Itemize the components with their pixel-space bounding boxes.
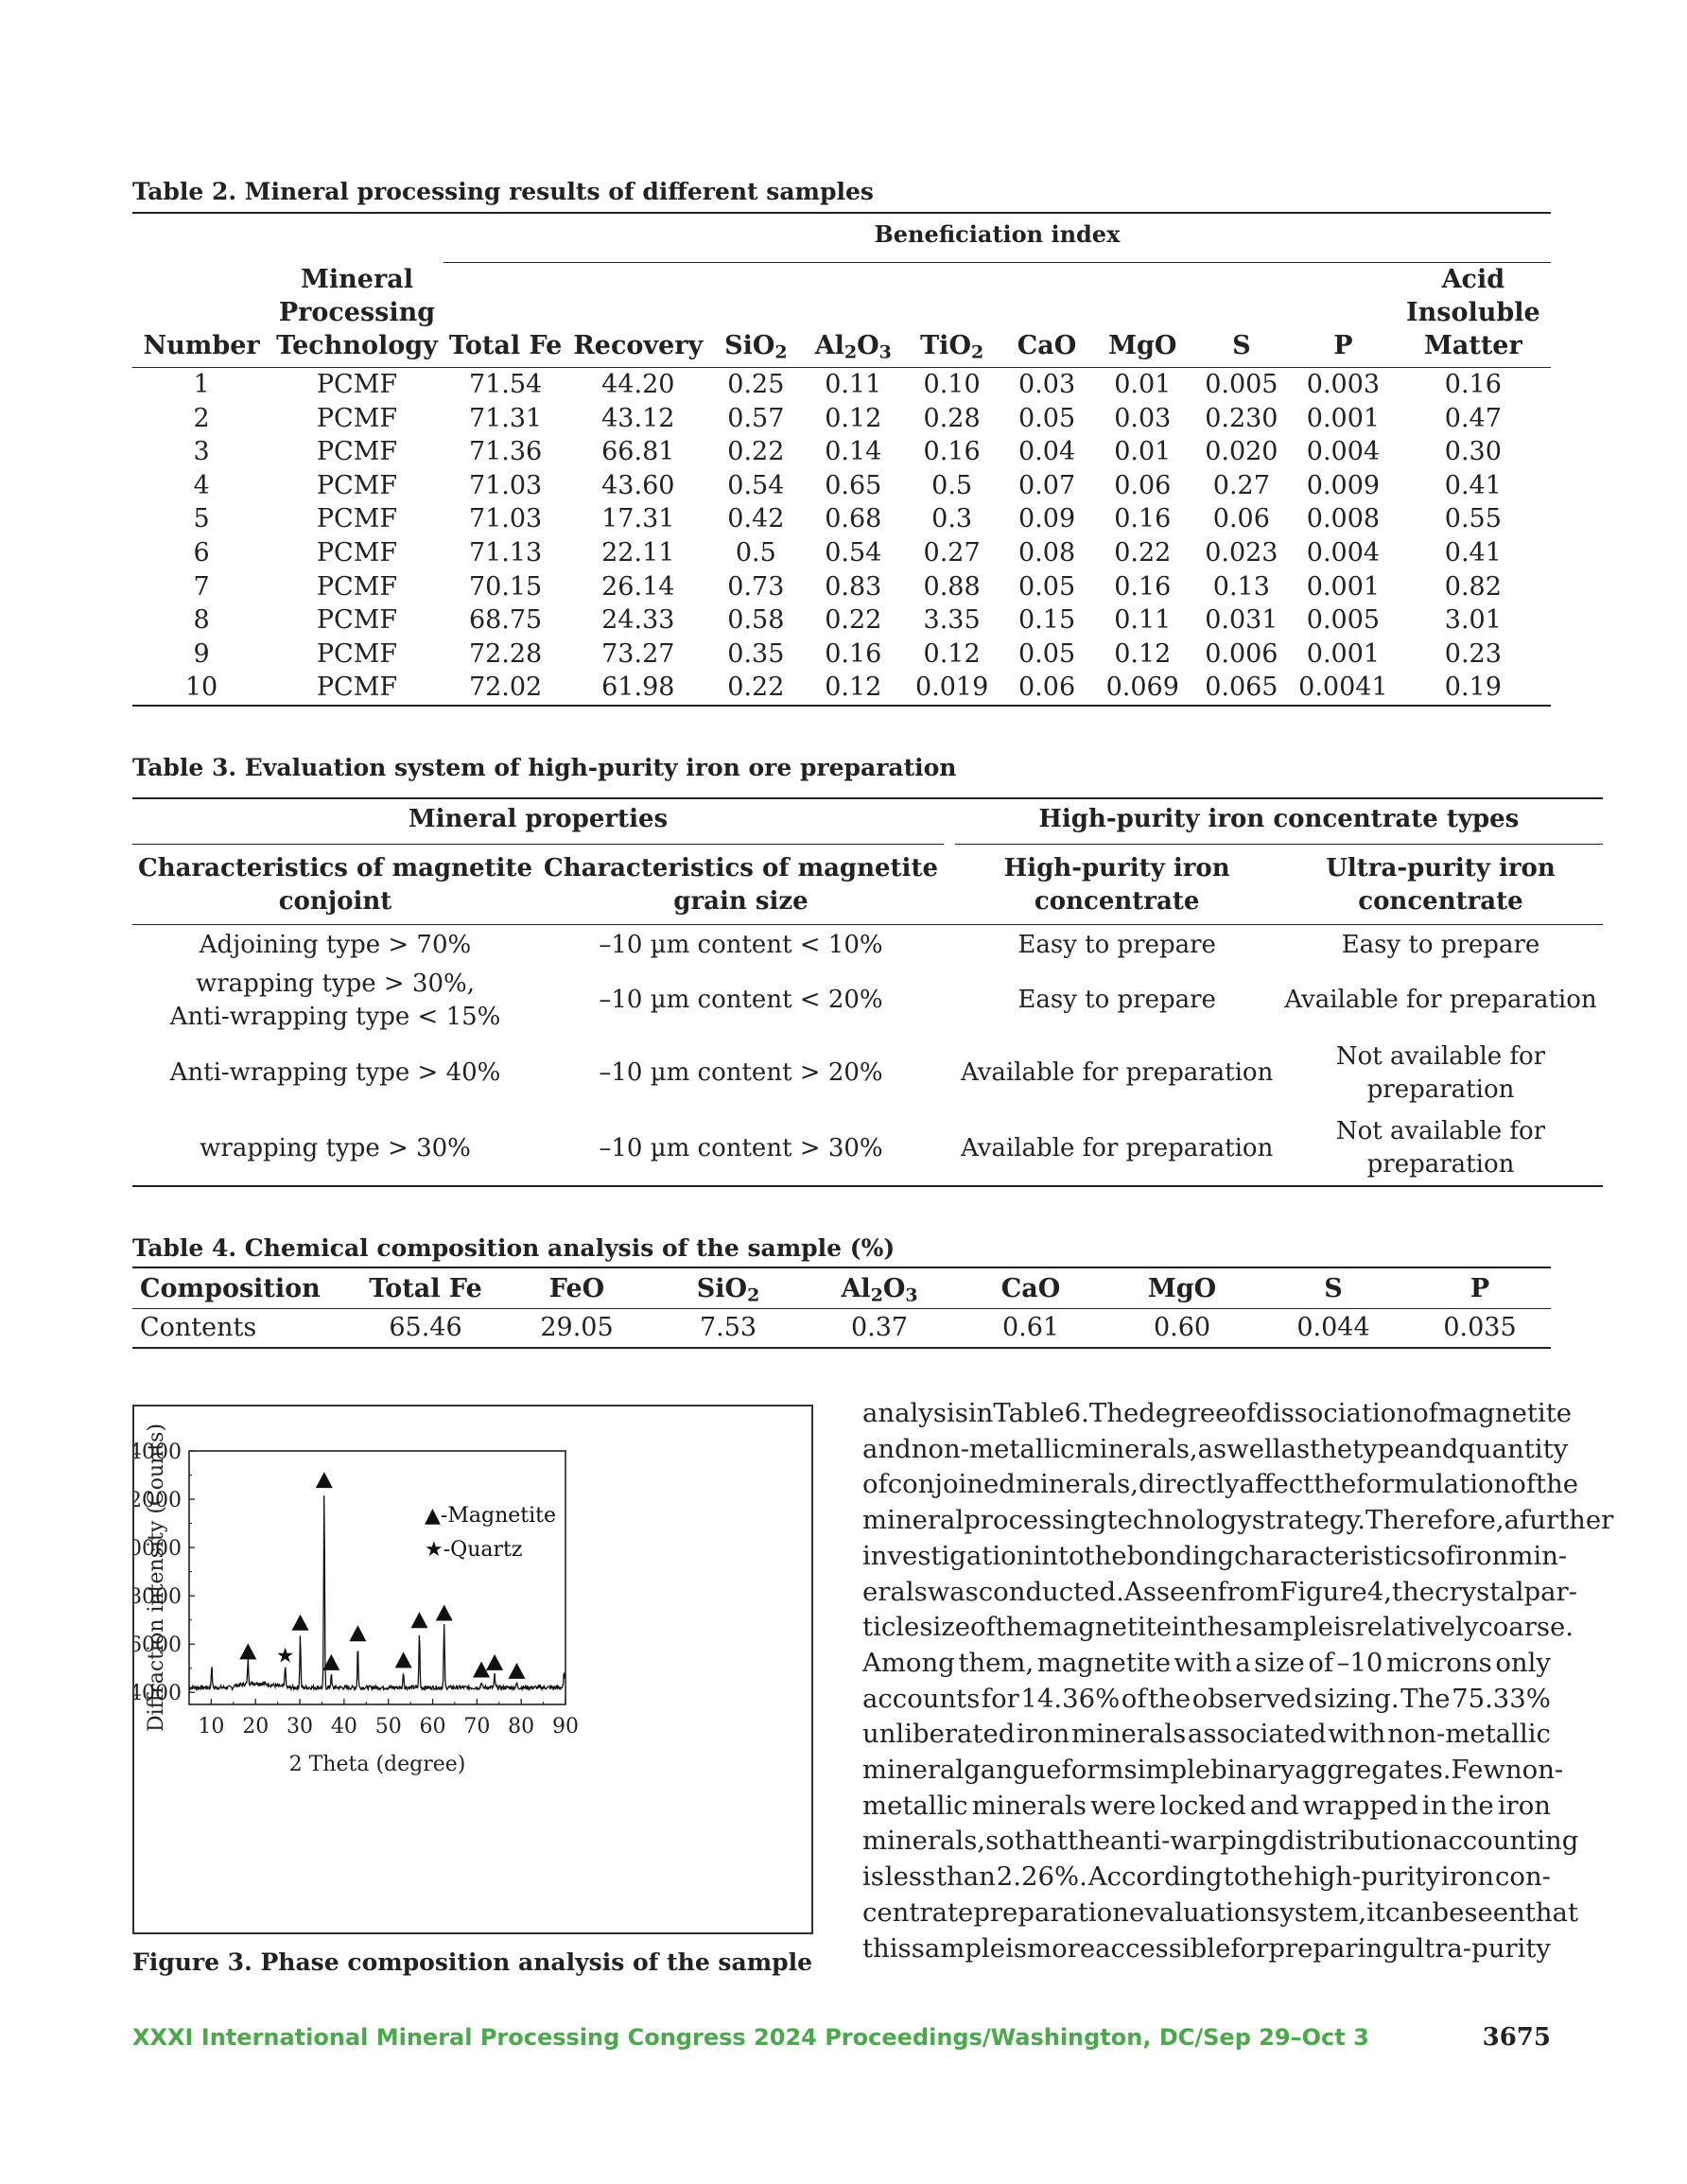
table-cell: 0.28 <box>923 403 981 433</box>
table-row <box>132 1035 1603 1112</box>
table-cell: 0.22 <box>727 437 785 467</box>
table-cell: 0.68 <box>825 504 882 534</box>
table4 <box>132 1267 1551 1349</box>
x-axis-label: 2 Theta (degree) <box>288 1753 466 1776</box>
t3-group-right: High-purity iron concentrate types <box>1038 805 1520 833</box>
table-cell: 0.55 <box>1444 504 1502 534</box>
x-tick-label: 10 <box>198 1715 225 1738</box>
table-row <box>132 638 1551 672</box>
table-cell: 0.10 <box>923 370 981 399</box>
text-line: this sample is more accessible for preparing ultra-purity <box>862 1932 1551 1964</box>
t2-header-tio2: TiO$_2$ <box>920 331 984 363</box>
t3-header-conjoint: Characteristics of magnetite conjoint <box>132 845 538 925</box>
t4-header-p: P <box>1470 1274 1490 1303</box>
text-line: minerals, so that the anti-warping distribution accounting <box>862 1826 1579 1857</box>
magnetite-marker <box>436 1605 453 1621</box>
table-cell: 8 <box>193 605 210 636</box>
y-tick-label: 0000 <box>134 1537 182 1562</box>
table-cell: 0.42 <box>727 504 785 534</box>
t2-header-sio2: SiO$_2$ <box>724 331 788 363</box>
t4-header-total-fe: Total Fe <box>369 1274 482 1303</box>
table-cell: 0.19 <box>1444 673 1502 703</box>
table-cell: PCMF <box>316 673 398 703</box>
table-cell: 68.75 <box>468 605 543 636</box>
table-cell: 0.22 <box>825 605 882 636</box>
t3-header-ultra-purity: Ultra-purity iron concentrate <box>1278 845 1602 925</box>
table-cell: 4 <box>193 470 210 500</box>
table-cell: 0.35 <box>727 638 785 669</box>
magnetite-marker <box>395 1651 412 1668</box>
t2-group-header: Beneficiation index <box>443 213 1551 263</box>
t3-group-left: Mineral properties <box>408 805 669 833</box>
table-row <box>132 570 1551 604</box>
table-cell: 0.005 <box>1306 605 1381 636</box>
table-cell: 0.001 <box>1306 403 1381 433</box>
t2-header-al2o3: $Al_2O_3$ <box>814 331 892 363</box>
table-cell: 1 <box>193 370 210 399</box>
y-tick-label: 6000 <box>134 1634 182 1658</box>
text-line: is less than 2.26%. According to the high-purity iron con- <box>862 1861 1551 1893</box>
table-cell: 0.06 <box>1018 673 1076 703</box>
table-cell: 0.07 <box>1018 470 1076 500</box>
table-cell: 0.004 <box>1306 537 1381 568</box>
table-row <box>132 1112 1603 1186</box>
x-tick-label: 20 <box>242 1715 270 1738</box>
t2-header-tech: Mineral Processing Technology <box>276 265 438 360</box>
t4-header-composition: Composition <box>140 1274 321 1303</box>
table-cell: 0.069 <box>1105 673 1179 703</box>
table-row <box>132 671 1551 706</box>
table-cell: 0.020 <box>1205 437 1278 467</box>
t3-header-high-purity: High-purity iron concentrate <box>955 845 1278 925</box>
table2-caption: Table 2. Mineral processing results of different samples <box>132 178 874 205</box>
table-cell: 0.27 <box>923 537 981 568</box>
table-cell: Not available for preparation <box>1335 1117 1546 1179</box>
table-row <box>132 502 1551 536</box>
table-cell: 0.57 <box>727 403 785 433</box>
table-cell: 0.25 <box>727 370 785 399</box>
t4-header-al2o3: $Al_2O_3$ <box>841 1274 918 1306</box>
table-cell: 0.230 <box>1205 403 1278 433</box>
table-cell: 0.15 <box>1018 605 1076 636</box>
table-cell: 0.54 <box>825 537 882 568</box>
page-number: 3675 <box>1482 2023 1551 2052</box>
t4-cell: 0.035 <box>1443 1313 1517 1342</box>
x-tick-label: 80 <box>508 1715 535 1738</box>
table-cell: 0.58 <box>727 605 785 636</box>
table-cell: Available for preparation <box>961 1133 1274 1162</box>
table-cell: 0.82 <box>1444 571 1502 602</box>
t4-cell: 0.61 <box>1001 1313 1060 1342</box>
table-cell: 0.12 <box>923 638 981 669</box>
t2-header-p: P <box>1333 331 1353 360</box>
table-cell: 71.13 <box>468 537 543 568</box>
legend-quartz: ★-Quartz <box>425 1538 523 1562</box>
table3 <box>132 797 1597 1187</box>
table-cell: 0.008 <box>1306 504 1381 534</box>
t2-header-recovery: Recovery <box>573 331 704 360</box>
t4-header-cao: CaO <box>1000 1274 1061 1303</box>
t3-header-grain-size: Characteristics of magnetite grain size <box>538 845 944 925</box>
magnetite-marker <box>508 1663 525 1679</box>
magnetite-marker <box>486 1654 503 1670</box>
table-cell: 17.31 <box>601 504 675 534</box>
table-cell: 0.12 <box>1114 638 1172 669</box>
t4-row-label: Contents <box>140 1313 257 1342</box>
table-cell: 0.16 <box>1114 504 1172 534</box>
figure3-frame <box>132 1405 813 1934</box>
t4-cell: 0.37 <box>850 1313 909 1342</box>
table-cell: PCMF <box>316 638 398 669</box>
table-cell: 5 <box>193 504 210 534</box>
table-cell: Easy to prepare <box>1017 931 1216 960</box>
table-cell: –10 µm content < 10% <box>599 931 883 960</box>
table-cell: 43.12 <box>601 403 675 433</box>
table-cell: 0.05 <box>1018 403 1076 433</box>
table-cell: Available for preparation <box>961 1058 1274 1087</box>
table-cell: 2 <box>193 403 210 433</box>
table-cell: 0.83 <box>825 571 882 602</box>
table-cell: 71.03 <box>468 504 543 534</box>
t4-cell: 0.60 <box>1153 1313 1211 1342</box>
table-cell: 61.98 <box>601 673 675 703</box>
table-cell: 0.41 <box>1444 470 1502 500</box>
t4-cell: 29.05 <box>540 1313 614 1342</box>
x-tick-label: 30 <box>287 1715 314 1738</box>
table-cell: 0.04 <box>1018 437 1076 467</box>
t2-header-cao: CaO <box>1017 331 1077 360</box>
y-tick-label: 2000 <box>134 1489 182 1513</box>
magnetite-marker <box>349 1625 366 1641</box>
table-cell: 0.01 <box>1114 370 1172 399</box>
table-cell: 71.03 <box>468 470 543 500</box>
table-cell: 0.73 <box>727 571 785 602</box>
table-cell: 73.27 <box>601 638 675 669</box>
table-cell: 26.14 <box>601 571 675 602</box>
t2-header-number: Number <box>143 331 260 360</box>
table-cell: 0.13 <box>1212 571 1270 602</box>
table-cell: 0.03 <box>1114 403 1172 433</box>
table-cell: Anti-wrapping type > 40% <box>169 1058 501 1087</box>
table-cell: 71.36 <box>468 437 543 467</box>
table-cell: 0.006 <box>1205 638 1278 669</box>
text-line: investigation into the bonding characteristics of iron min- <box>862 1540 1568 1571</box>
table-row <box>132 967 1603 1035</box>
table-cell: PCMF <box>316 571 398 602</box>
table-cell: 0.06 <box>1212 504 1270 534</box>
table-cell: Not available for preparation <box>1335 1041 1546 1104</box>
table-cell: 66.81 <box>601 437 675 467</box>
table-cell: PCMF <box>316 470 398 500</box>
table-cell: 0.09 <box>1018 504 1076 534</box>
table-cell: 0.031 <box>1205 605 1278 636</box>
table-cell: 43.60 <box>601 470 675 500</box>
table4-caption: Table 4. Chemical composition analysis of the sample (%) <box>132 1234 896 1262</box>
t4-header-mgo: MgO <box>1147 1274 1217 1303</box>
table-cell: 10 <box>184 673 218 703</box>
magnetite-marker <box>410 1612 427 1628</box>
legend-magnetite: ▲-Magnetite <box>425 1504 557 1528</box>
table-row <box>132 603 1551 638</box>
table-cell: 0.019 <box>914 673 989 703</box>
table-cell: wrapping type > 30%, Anti-wrapping type < 15% <box>169 969 501 1031</box>
table-cell: 0.01 <box>1114 437 1172 467</box>
table-row <box>132 536 1551 570</box>
table-row <box>132 925 1603 967</box>
table-cell: 0.11 <box>825 370 882 399</box>
text-line: Among them, magnetite with a size of –10 microns only <box>862 1647 1551 1678</box>
table-cell: 6 <box>193 537 210 568</box>
x-tick-label: 50 <box>374 1715 402 1738</box>
table-cell: 0.16 <box>825 638 882 669</box>
table-cell: PCMF <box>316 605 398 636</box>
t2-header-mgo: MgO <box>1108 331 1177 360</box>
table-cell: 0.08 <box>1018 537 1076 568</box>
table-cell: 0.88 <box>923 571 981 602</box>
text-line: erals was conducted. As seen from Figure 4, the crystal par- <box>862 1576 1577 1607</box>
table-cell: PCMF <box>316 437 398 467</box>
table-cell: 0.22 <box>1114 537 1172 568</box>
table-cell: 0.005 <box>1205 370 1278 399</box>
figure3-caption: Figure 3. Phase composition analysis of the sample <box>132 1948 813 1976</box>
table-cell: 0.12 <box>825 673 882 703</box>
t4-header-feo: FeO <box>548 1274 605 1303</box>
table-cell: Available for preparation <box>1284 986 1597 1014</box>
t4-header-s: S <box>1324 1274 1343 1303</box>
table-cell: 0.001 <box>1306 638 1381 669</box>
table-cell: 0.16 <box>923 437 981 467</box>
table-cell: PCMF <box>316 537 398 568</box>
xrd-chart <box>134 1406 811 1932</box>
table2 <box>132 212 1551 707</box>
table-cell: 0.05 <box>1018 571 1076 602</box>
x-tick-label: 40 <box>330 1715 357 1738</box>
table-cell: 0.27 <box>1212 470 1270 500</box>
x-tick-label: 70 <box>463 1715 491 1738</box>
table-cell: 7 <box>193 571 210 602</box>
text-line: analysis in Table 6. The degree of dissociation of magnetite <box>862 1398 1573 1428</box>
table-cell: 72.02 <box>468 673 543 703</box>
t4-cell: 7.53 <box>699 1313 757 1342</box>
table-cell: 0.023 <box>1205 537 1278 568</box>
table-row <box>132 435 1551 469</box>
table-cell: 0.65 <box>825 470 882 500</box>
table-cell: 71.31 <box>468 403 543 433</box>
body-paragraph <box>862 1396 1614 1966</box>
table-cell: 0.009 <box>1306 470 1381 500</box>
table-cell: –10 µm content > 30% <box>599 1133 883 1162</box>
quartz-marker: ★ <box>275 1644 295 1669</box>
text-line: accounts for 14.36% of the observed sizing. The 75.33% <box>862 1683 1551 1714</box>
text-line: unliberated iron minerals associated with non-metallic <box>862 1719 1551 1750</box>
table-cell: 0.5 <box>735 537 776 568</box>
t4-cell: 0.044 <box>1296 1313 1370 1342</box>
x-tick-label: 60 <box>419 1715 446 1738</box>
table-cell: 0.30 <box>1444 437 1502 467</box>
table-cell: 0.23 <box>1444 638 1502 669</box>
y-tick-label: 4000 <box>134 1441 182 1464</box>
table-cell: Easy to prepare <box>1341 931 1540 960</box>
table-cell: 22.11 <box>601 537 675 568</box>
plot-area <box>189 1451 565 1704</box>
table-cell: 9 <box>193 638 210 669</box>
table-cell: 0.0041 <box>1298 673 1388 703</box>
table-cell: PCMF <box>316 504 398 534</box>
t2-header-acid: Acid Insoluble Matter <box>1406 265 1540 360</box>
t4-header-sio2: SiO$_2$ <box>696 1274 760 1306</box>
t2-header-total-fe: Total Fe <box>448 331 563 360</box>
table-cell: 0.001 <box>1306 571 1381 602</box>
table-cell: 0.003 <box>1306 370 1381 399</box>
table-cell: 0.05 <box>1018 638 1076 669</box>
table-cell: 0.22 <box>727 673 785 703</box>
t4-cell: 65.46 <box>389 1313 462 1342</box>
table-cell: 0.54 <box>727 470 785 500</box>
t4-row-contents <box>132 1309 1551 1349</box>
table-cell: 71.54 <box>468 370 543 399</box>
text-line: of conjoined minerals, directly affect the formulation of the <box>862 1469 1579 1500</box>
table-row <box>132 368 1551 402</box>
table-cell: 0.47 <box>1444 403 1502 433</box>
y-axis-label: Diffraction intensity (Counts) <box>145 1423 168 1733</box>
table-cell: Adjoining type > 70% <box>199 931 472 960</box>
table-cell: wrapping type > 30% <box>200 1133 471 1162</box>
table-cell: 0.11 <box>1114 605 1172 636</box>
table-cell: 0.12 <box>825 403 882 433</box>
table-cell: 0.3 <box>931 504 973 534</box>
table-cell: –10 µm content < 20% <box>599 986 883 1014</box>
text-line: ticle size of the magnetite in the sample is relatively coarse. <box>862 1612 1574 1643</box>
table-cell: 0.5 <box>931 470 973 500</box>
table-cell: Easy to prepare <box>1017 986 1216 1014</box>
table-cell: –10 µm content > 20% <box>599 1058 883 1087</box>
table-cell: 70.15 <box>468 571 543 602</box>
table-cell: 3.35 <box>923 605 981 636</box>
text-line: and non-metallic minerals, as well as the type and quantity <box>862 1433 1569 1464</box>
table-cell: 0.065 <box>1205 673 1278 703</box>
y-tick-label: 8000 <box>134 1585 182 1610</box>
table-cell: 0.16 <box>1444 370 1502 399</box>
text-line: mineral processing technology strategy. Therefore, a further <box>862 1505 1614 1536</box>
table-cell: 44.20 <box>601 370 675 399</box>
table-cell: PCMF <box>316 403 398 433</box>
table-cell: PCMF <box>316 370 398 399</box>
table-cell: 0.03 <box>1018 370 1076 399</box>
t2-header-s: S <box>1232 331 1251 360</box>
magnetite-marker <box>239 1643 256 1659</box>
footer-conference: XXXI International Mineral Processing Congress 2024 Proceedings/Washington, DC/Sep 29–Oct 3 <box>132 2024 1369 2051</box>
table-cell: 0.16 <box>1114 571 1172 602</box>
y-tick-label: 4000 <box>134 1682 182 1706</box>
table-cell: 0.14 <box>825 437 882 467</box>
text-line: centrate preparation evaluation system, it can be seen that <box>862 1896 1578 1928</box>
table-cell: 0.41 <box>1444 537 1502 568</box>
table-cell: 24.33 <box>601 605 675 636</box>
table-cell: 3 <box>193 437 210 467</box>
table-row <box>132 469 1551 503</box>
text-line: mineral gangue form simple binary aggregates. Few non- <box>862 1755 1564 1786</box>
table-cell: 0.004 <box>1306 437 1381 467</box>
table3-caption: Table 3. Evaluation system of high-purity iron ore preparation <box>132 754 957 781</box>
table-cell: 0.06 <box>1114 470 1172 500</box>
table-row <box>132 402 1551 436</box>
x-tick-label: 90 <box>552 1715 579 1738</box>
table-cell: 72.28 <box>468 638 543 669</box>
table-cell: 3.01 <box>1444 605 1502 636</box>
magnetite-marker <box>292 1615 309 1631</box>
magnetite-marker <box>316 1472 333 1488</box>
text-line: metallic minerals were locked and wrapped in the iron <box>862 1790 1551 1821</box>
